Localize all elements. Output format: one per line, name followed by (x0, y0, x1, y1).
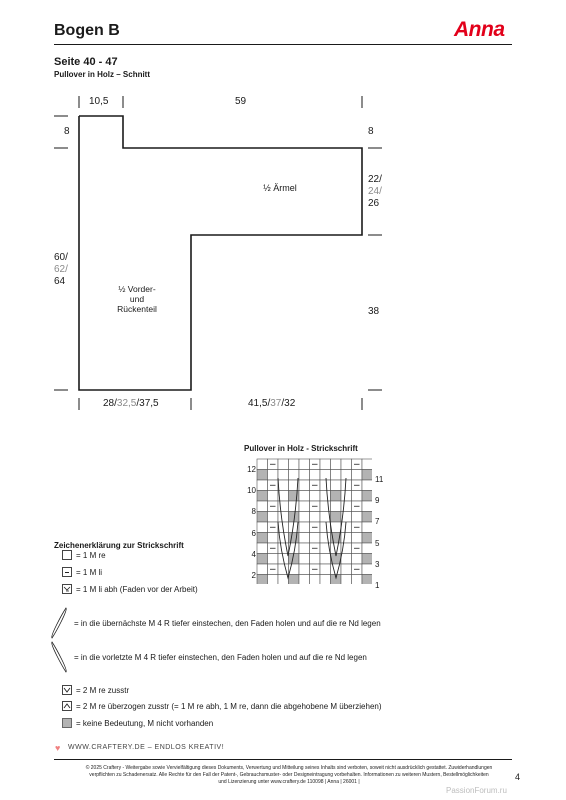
chart-cell (257, 491, 268, 502)
dim-left-top: 8 (64, 126, 70, 137)
dim-right-bottom: 38 (368, 306, 380, 317)
chart-cell (310, 512, 321, 523)
dim-right-mid-a: 22/ (368, 174, 382, 185)
row-number: 6 (251, 528, 256, 538)
dim-right-top: 8 (368, 126, 374, 137)
row-number: 1 (375, 581, 380, 591)
chart-cell (362, 543, 372, 554)
legend-item (62, 567, 102, 577)
chart-left-row-numbers (240, 459, 256, 586)
chart-cell (362, 564, 372, 575)
page-title: Bogen B (54, 22, 120, 39)
row-number: 8 (251, 507, 256, 517)
dim-bottom-right-c: /32 (281, 398, 296, 409)
schematic-outline (79, 116, 362, 390)
chart-cell (299, 512, 310, 523)
chart-cell (310, 575, 321, 585)
dim-bottom-left-b: 32,5 (116, 398, 137, 409)
page-number: 4 (515, 772, 521, 782)
footer-legal (54, 765, 524, 786)
chart-cell (268, 575, 279, 585)
k2tog-icon (62, 685, 72, 695)
legend-text: = 1 M re (76, 550, 106, 560)
row-number: 7 (375, 517, 380, 527)
chart-cell (320, 522, 331, 533)
row-number: 9 (375, 496, 380, 506)
chart-cell (257, 554, 268, 565)
sleeve-label: ½ Ärmel (263, 183, 297, 193)
chart-cell (268, 470, 279, 481)
legend-text: = 1 M li (76, 567, 103, 577)
body-label-line2: und (129, 294, 145, 304)
chart-cell (320, 459, 331, 470)
chart-cell (257, 480, 268, 491)
chart-cell (331, 480, 342, 491)
chart-title: Pullover in Holz - Strickschrift (244, 444, 358, 453)
chart-cell (362, 470, 372, 481)
footer-brand: WWW.CRAFTERY.DE – ENDLOS KREATIV! (68, 744, 225, 751)
chart-cell (257, 533, 268, 544)
chart-cell (352, 491, 363, 502)
chart-cell (310, 491, 321, 502)
chart-cell (278, 459, 289, 470)
chart-cell (341, 533, 352, 544)
row-number: 2 (251, 571, 256, 581)
chart-cell (278, 480, 289, 491)
purl-square-icon (62, 567, 72, 577)
chart-cell (299, 564, 310, 575)
legend-item (62, 584, 198, 594)
legend-item (62, 718, 213, 728)
chart-cell (362, 554, 372, 565)
row-number: 10 (247, 486, 256, 496)
chart-cell (352, 470, 363, 481)
chart-cell (257, 501, 268, 512)
chart-cell (299, 543, 310, 554)
legend-item (48, 606, 381, 640)
chart-cell (257, 564, 268, 575)
chart-cell (289, 575, 300, 585)
row-number: 12 (247, 465, 256, 474)
chart-cell (299, 575, 310, 585)
chart-cell (299, 501, 310, 512)
legal-line: und Lizenzierung unter www.craftery.de 110098 | Anna | 26001 | (218, 779, 360, 785)
chart-cell (299, 459, 310, 470)
long-stitch-right-icon (48, 606, 70, 640)
dim-right-mid-c: 26 (368, 198, 380, 209)
body-label (102, 284, 172, 314)
knitting-chart (256, 458, 372, 584)
row-number: 11 (375, 475, 384, 484)
legal-line: verpflichten zu Schadenersatz. Alle Rechte für den Fall der Patent-, Gebrauchsmuster- oder Designeintragung vorbehalten. Informationen zu weiteren Mustern, Bestellmöglichkeiten (89, 772, 489, 778)
legend-item (48, 640, 367, 674)
watermark: PassionForum.ru (446, 786, 507, 795)
chart-cell (352, 533, 363, 544)
chart-cell (341, 491, 352, 502)
chart-cell (320, 575, 331, 585)
legend-item (62, 685, 129, 695)
chart-cell (310, 470, 321, 481)
dim-bottom-left-a: 28/ (103, 398, 117, 409)
chart-cell (299, 554, 310, 565)
chart-cell (341, 575, 352, 585)
footer-divider (54, 759, 512, 760)
chart-cell (289, 470, 300, 481)
dim-top-left: 10,5 (89, 96, 109, 107)
chart-cell (352, 554, 363, 565)
chart-cell (362, 480, 372, 491)
chart-cell (331, 491, 342, 502)
chart-cell (257, 470, 268, 481)
legend-item (62, 701, 382, 711)
chart-cell (320, 554, 331, 565)
chart-cell (331, 459, 342, 470)
heart-icon: ♥ (55, 743, 61, 753)
chart-cell (268, 491, 279, 502)
knit-square-icon (62, 550, 72, 560)
chart-cell (362, 459, 372, 470)
no-stitch-icon (62, 718, 72, 728)
dim-bottom-left-c: /37,5 (136, 398, 159, 409)
legend-text: = in die vorletzte M 4 R tiefer einstechen, den Faden holen und auf die re Nd legen (74, 652, 367, 662)
dim-left-mid-c: 64 (54, 276, 66, 287)
legend-text: = 2 M re überzogen zusstr (= 1 M re abh, 1 M re, dann die abgehobene M überziehen) (76, 701, 382, 711)
dim-left-mid (54, 252, 68, 288)
chart-cell (268, 533, 279, 544)
chart-cell (331, 543, 342, 554)
chart-cell (257, 522, 268, 533)
chart-cell (278, 470, 289, 481)
chart-cell (257, 543, 268, 554)
row-number: 3 (375, 559, 380, 569)
chart-cell (278, 512, 289, 523)
chart-cell (268, 512, 279, 523)
chart-cell (362, 491, 372, 502)
chart-cell (299, 470, 310, 481)
chart-cell (299, 480, 310, 491)
chart-cell (320, 533, 331, 544)
legal-line: © 2025 Craftery - Weitergabe sowie Vervielfältigung dieses Dokuments, Verwertung und Mitteilung seines Inhalts sind verboten, soweit nicht ausdrücklich gestattet. Zuwiderhandlungen (85, 765, 493, 771)
row-number: 5 (375, 538, 380, 548)
chart-cell (320, 564, 331, 575)
legend-title: Zeichenerklärung zur Strickschrift (54, 541, 184, 550)
chart-cell (331, 470, 342, 481)
body-label-line3: Rückenteil (117, 304, 157, 314)
chart-cell (341, 459, 352, 470)
chart-cell (257, 575, 268, 585)
chart-cell (268, 554, 279, 565)
chart-cell (341, 501, 352, 512)
chart-cell (278, 575, 289, 585)
section-title: Seite 40 - 47 (54, 56, 118, 68)
legend-text: = keine Bedeutung, M nicht vorhanden (76, 718, 214, 728)
chart-cell (362, 501, 372, 512)
long-stitch-left-icon (48, 640, 70, 674)
section-subtitle: Pullover in Holz – Schnitt (54, 70, 151, 79)
dim-right-mid (368, 174, 382, 210)
chart-cell (362, 522, 372, 533)
chart-cell (289, 501, 300, 512)
anna-logo: Anna (454, 18, 505, 41)
chart-cell (257, 459, 268, 470)
chart-cell (331, 501, 342, 512)
chart-cell (352, 575, 363, 585)
chart-cell (299, 533, 310, 544)
dim-bottom-right-a: 41,5/ (248, 398, 271, 409)
chart-cell (289, 533, 300, 544)
chart-cell (320, 491, 331, 502)
dim-left-mid-b: 62/ (54, 264, 68, 275)
chart-cell (331, 512, 342, 523)
legend-text: = 2 M re zusstr (76, 685, 130, 695)
chart-cell (362, 512, 372, 523)
chart-cell (299, 522, 310, 533)
chart-cell (341, 564, 352, 575)
chart-right-row-numbers (375, 469, 383, 596)
dim-bottom-right (248, 398, 295, 409)
chart-cell (310, 533, 321, 544)
chart-cell (352, 512, 363, 523)
ssk-icon (62, 701, 72, 711)
chart-cell (299, 491, 310, 502)
legend-text: = in die übernächste M 4 R tiefer einstechen, den Faden holen und auf die re Nd legen (74, 618, 381, 628)
dim-bottom-left (103, 398, 159, 409)
row-number: 4 (251, 549, 256, 559)
chart-cell (320, 470, 331, 481)
legend-item (62, 550, 106, 560)
chart-cell (257, 512, 268, 523)
dim-top-right: 59 (235, 96, 247, 107)
dim-bottom-right-b: 37 (270, 398, 282, 409)
chart-cell (310, 554, 321, 565)
dim-left-mid-a: 60/ (54, 252, 68, 263)
dim-right-mid-b: 24/ (368, 186, 382, 197)
chart-cell (341, 554, 352, 565)
slip-stitch-icon (62, 584, 72, 594)
chart-cell (362, 533, 372, 544)
body-label-line1: ½ Vorder- (118, 284, 156, 294)
chart-cell (289, 459, 300, 470)
legend-text: = 1 M li abh (Faden vor der Arbeit) (76, 584, 198, 594)
chart-cell (362, 575, 372, 585)
chart-cell (331, 522, 342, 533)
chart-cell (320, 480, 331, 491)
